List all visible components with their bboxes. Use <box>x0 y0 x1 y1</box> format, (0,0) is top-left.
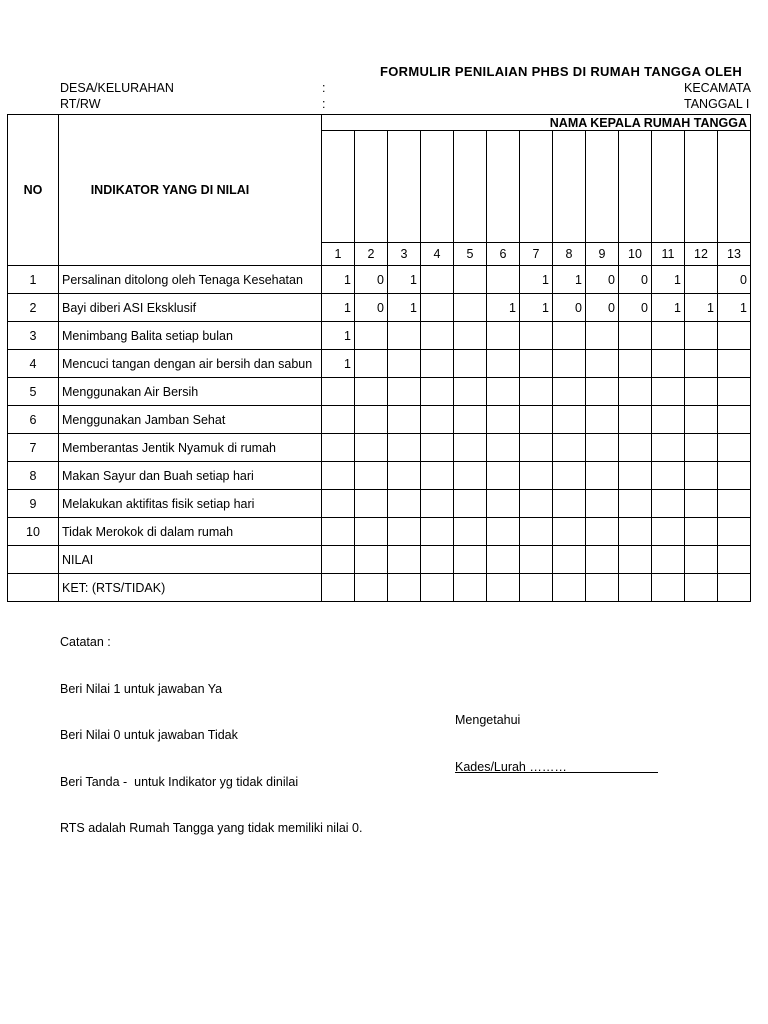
table-row <box>8 322 751 350</box>
score-cell <box>553 378 586 406</box>
score-cell <box>685 434 718 462</box>
nilai-cell <box>421 546 454 574</box>
score-cell <box>520 406 553 434</box>
score-cell <box>388 406 421 434</box>
table-row <box>8 350 751 378</box>
score-cell: 1 <box>388 266 421 294</box>
household-name-cell <box>388 131 421 243</box>
score-cell: 0 <box>355 266 388 294</box>
rt-rw-label: RT/RW <box>60 97 101 111</box>
nilai-cell <box>685 546 718 574</box>
table-row <box>8 462 751 490</box>
score-cell <box>388 350 421 378</box>
score-cell: 1 <box>322 350 355 378</box>
indicator-label: Menggunakan Jamban Sehat <box>59 406 322 434</box>
score-cell <box>619 322 652 350</box>
row-number: 3 <box>8 322 59 350</box>
score-cell <box>586 434 619 462</box>
score-cell: 0 <box>586 294 619 322</box>
mengetahui-label: Mengetahui <box>455 713 521 727</box>
score-cell <box>586 462 619 490</box>
indicator-label: Mencuci tangan dengan air bersih dan sabun <box>59 350 322 378</box>
indicator-label: Menimbang Balita setiap bulan <box>59 322 322 350</box>
household-number: 13 <box>718 243 751 266</box>
nilai-cell <box>652 546 685 574</box>
row-number: 8 <box>8 462 59 490</box>
score-cell: 1 <box>388 294 421 322</box>
score-cell <box>355 406 388 434</box>
score-cell <box>421 518 454 546</box>
score-cell <box>421 266 454 294</box>
row-number: 5 <box>8 378 59 406</box>
score-cell: 1 <box>322 266 355 294</box>
tanggal-label: TANGGAL I <box>684 97 750 111</box>
score-cell <box>520 518 553 546</box>
table-row <box>8 490 751 518</box>
score-cell <box>652 350 685 378</box>
nilai-label: NILAI <box>59 546 322 574</box>
indikator-header: INDIKATOR YANG DI NILAI <box>59 115 322 266</box>
score-cell <box>685 462 718 490</box>
row-number: 9 <box>8 490 59 518</box>
score-cell <box>355 434 388 462</box>
score-cell <box>652 490 685 518</box>
score-cell <box>322 406 355 434</box>
indicator-label: Tidak Merokok di dalam rumah <box>59 518 322 546</box>
indicator-label: Makan Sayur dan Buah setiap hari <box>59 462 322 490</box>
score-cell <box>619 406 652 434</box>
score-cell <box>586 518 619 546</box>
score-cell <box>685 518 718 546</box>
score-cell: 1 <box>322 322 355 350</box>
score-cell <box>553 434 586 462</box>
indicator-label: Menggunakan Air Bersih <box>59 378 322 406</box>
score-cell: 1 <box>652 266 685 294</box>
score-cell: 0 <box>619 266 652 294</box>
ket-row <box>8 574 751 602</box>
score-cell <box>619 350 652 378</box>
score-cell <box>718 434 751 462</box>
score-cell <box>586 350 619 378</box>
score-cell <box>487 378 520 406</box>
score-cell <box>454 518 487 546</box>
household-name-cell <box>520 131 553 243</box>
score-cell <box>355 322 388 350</box>
household-name-cell <box>487 131 520 243</box>
ket-cell <box>454 574 487 602</box>
ket-cell <box>487 574 520 602</box>
score-cell: 1 <box>322 294 355 322</box>
household-number: 7 <box>520 243 553 266</box>
score-cell <box>553 490 586 518</box>
score-cell: 1 <box>520 294 553 322</box>
score-cell: 0 <box>718 266 751 294</box>
table-row <box>8 378 751 406</box>
score-cell <box>619 462 652 490</box>
household-number: 4 <box>421 243 454 266</box>
score-cell <box>454 266 487 294</box>
score-cell <box>652 434 685 462</box>
score-cell <box>652 378 685 406</box>
score-cell <box>487 490 520 518</box>
score-cell <box>388 462 421 490</box>
table-row <box>8 518 751 546</box>
score-cell <box>487 322 520 350</box>
score-cell <box>421 322 454 350</box>
score-cell <box>553 406 586 434</box>
signature-block <box>455 682 567 791</box>
rtrw-colon: : <box>322 97 326 111</box>
desa-colon: : <box>322 81 326 95</box>
kades-lurah-label: Kades/Lurah ……… <box>455 759 567 774</box>
nilai-no-cell <box>8 546 59 574</box>
score-cell <box>685 378 718 406</box>
score-cell <box>388 322 421 350</box>
indicator-label: Memberantas Jentik Nyamuk di rumah <box>59 434 322 462</box>
score-cell <box>619 518 652 546</box>
nilai-cell <box>487 546 520 574</box>
score-cell <box>520 490 553 518</box>
household-number: 3 <box>388 243 421 266</box>
ket-cell <box>619 574 652 602</box>
score-cell <box>487 406 520 434</box>
row-number: 10 <box>8 518 59 546</box>
score-cell <box>586 322 619 350</box>
score-cell <box>652 322 685 350</box>
score-cell <box>685 266 718 294</box>
note-line: Beri Nilai 1 untuk jawaban Ya <box>60 681 223 696</box>
notes-heading: Catatan : <box>60 635 111 649</box>
row-number: 1 <box>8 266 59 294</box>
table-row <box>8 266 751 294</box>
score-cell <box>520 378 553 406</box>
score-cell <box>421 294 454 322</box>
nilai-cell <box>454 546 487 574</box>
score-cell <box>520 350 553 378</box>
score-cell <box>520 462 553 490</box>
score-cell <box>322 434 355 462</box>
table-row <box>8 406 751 434</box>
score-cell <box>388 518 421 546</box>
nilai-cell <box>388 546 421 574</box>
indicator-label: Bayi diberi ASI Eksklusif <box>59 294 322 322</box>
household-name-cell <box>322 131 355 243</box>
score-cell <box>619 490 652 518</box>
score-cell <box>553 322 586 350</box>
score-cell <box>388 378 421 406</box>
score-cell <box>652 518 685 546</box>
nilai-cell <box>355 546 388 574</box>
score-cell: 0 <box>355 294 388 322</box>
household-name-cell <box>718 131 751 243</box>
ket-no-cell <box>8 574 59 602</box>
household-name-cell <box>586 131 619 243</box>
household-name-cell <box>454 131 487 243</box>
score-cell <box>718 322 751 350</box>
no-header: NO <box>8 115 59 266</box>
score-cell <box>322 378 355 406</box>
score-cell <box>421 350 454 378</box>
score-cell <box>487 434 520 462</box>
household-number: 6 <box>487 243 520 266</box>
table-row <box>8 294 751 322</box>
ket-cell <box>685 574 718 602</box>
score-cell <box>454 462 487 490</box>
score-cell <box>454 294 487 322</box>
nilai-cell <box>322 546 355 574</box>
ket-cell <box>652 574 685 602</box>
score-cell <box>553 462 586 490</box>
score-cell <box>685 490 718 518</box>
row-number: 2 <box>8 294 59 322</box>
score-cell <box>454 406 487 434</box>
score-cell <box>355 490 388 518</box>
phbs-assessment-table <box>7 114 751 602</box>
desa-kelurahan-label: DESA/KELURAHAN <box>60 81 174 95</box>
score-cell <box>520 322 553 350</box>
nilai-cell <box>619 546 652 574</box>
ket-cell <box>421 574 454 602</box>
score-cell <box>454 434 487 462</box>
ket-cell <box>388 574 421 602</box>
score-cell <box>487 518 520 546</box>
score-cell <box>421 406 454 434</box>
household-name-cell <box>421 131 454 243</box>
score-cell <box>718 406 751 434</box>
score-cell <box>718 462 751 490</box>
score-cell <box>718 350 751 378</box>
note-line: Beri Tanda - untuk Indikator yg tidak dinilai <box>60 774 299 789</box>
score-cell <box>685 350 718 378</box>
household-name-cell <box>685 131 718 243</box>
indicator-label: Melakukan aktifitas fisik setiap hari <box>59 490 322 518</box>
score-cell <box>355 462 388 490</box>
nilai-cell <box>520 546 553 574</box>
household-name-cell <box>553 131 586 243</box>
household-number: 10 <box>619 243 652 266</box>
note-line: Beri Nilai 0 untuk jawaban Tidak <box>60 728 238 742</box>
score-cell <box>355 378 388 406</box>
ket-cell <box>718 574 751 602</box>
score-cell <box>553 518 586 546</box>
household-name-cell <box>619 131 652 243</box>
score-cell <box>520 434 553 462</box>
note-line: RTS adalah Rumah Tangga yang tidak memiliki nilai 0. <box>60 821 363 835</box>
score-cell: 1 <box>718 294 751 322</box>
score-cell <box>421 462 454 490</box>
household-number: 1 <box>322 243 355 266</box>
household-number: 2 <box>355 243 388 266</box>
table-header-row <box>8 115 751 131</box>
row-number: 4 <box>8 350 59 378</box>
ket-cell <box>520 574 553 602</box>
score-cell <box>454 490 487 518</box>
household-number: 12 <box>685 243 718 266</box>
score-cell <box>586 490 619 518</box>
score-cell <box>586 378 619 406</box>
score-cell <box>718 490 751 518</box>
score-cell <box>322 518 355 546</box>
nama-kepala-header: NAMA KEPALA RUMAH TANGGA <box>322 115 751 131</box>
ket-cell <box>355 574 388 602</box>
score-cell: 1 <box>685 294 718 322</box>
score-cell: 0 <box>553 294 586 322</box>
household-number: 5 <box>454 243 487 266</box>
form-title: FORMULIR PENILAIAN PHBS DI RUMAH TANGGA OLEH <box>380 64 743 79</box>
score-cell <box>421 490 454 518</box>
nilai-cell <box>553 546 586 574</box>
score-cell <box>718 378 751 406</box>
nilai-cell <box>586 546 619 574</box>
score-cell <box>454 378 487 406</box>
signature-line <box>455 772 658 773</box>
score-cell <box>586 406 619 434</box>
ket-cell <box>586 574 619 602</box>
score-cell <box>355 518 388 546</box>
household-number: 9 <box>586 243 619 266</box>
household-number: 8 <box>553 243 586 266</box>
score-cell <box>685 406 718 434</box>
score-cell <box>388 490 421 518</box>
score-cell <box>652 462 685 490</box>
nilai-row <box>8 546 751 574</box>
score-cell <box>487 462 520 490</box>
kecamatan-label: KECAMATA <box>684 81 751 95</box>
score-cell: 0 <box>586 266 619 294</box>
score-cell <box>454 322 487 350</box>
household-name-cell <box>652 131 685 243</box>
score-cell <box>487 350 520 378</box>
score-cell <box>553 350 586 378</box>
indicator-label: Persalinan ditolong oleh Tenaga Kesehatan <box>59 266 322 294</box>
score-cell <box>388 434 421 462</box>
score-cell: 1 <box>553 266 586 294</box>
score-cell <box>322 462 355 490</box>
score-cell <box>355 350 388 378</box>
score-cell <box>421 434 454 462</box>
score-cell <box>421 378 454 406</box>
ket-label: KET: (RTS/TIDAK) <box>59 574 322 602</box>
score-cell <box>322 490 355 518</box>
score-cell: 0 <box>619 294 652 322</box>
table-row <box>8 434 751 462</box>
score-cell <box>454 350 487 378</box>
ket-cell <box>553 574 586 602</box>
score-cell <box>619 434 652 462</box>
household-number: 11 <box>652 243 685 266</box>
ket-cell <box>322 574 355 602</box>
score-cell: 1 <box>487 294 520 322</box>
score-cell <box>487 266 520 294</box>
nilai-cell <box>718 546 751 574</box>
score-cell <box>685 322 718 350</box>
score-cell: 1 <box>520 266 553 294</box>
score-cell <box>652 406 685 434</box>
row-number: 7 <box>8 434 59 462</box>
score-cell <box>619 378 652 406</box>
household-name-cell <box>355 131 388 243</box>
score-cell: 1 <box>652 294 685 322</box>
row-number: 6 <box>8 406 59 434</box>
score-cell <box>718 518 751 546</box>
notes-block <box>60 604 362 852</box>
